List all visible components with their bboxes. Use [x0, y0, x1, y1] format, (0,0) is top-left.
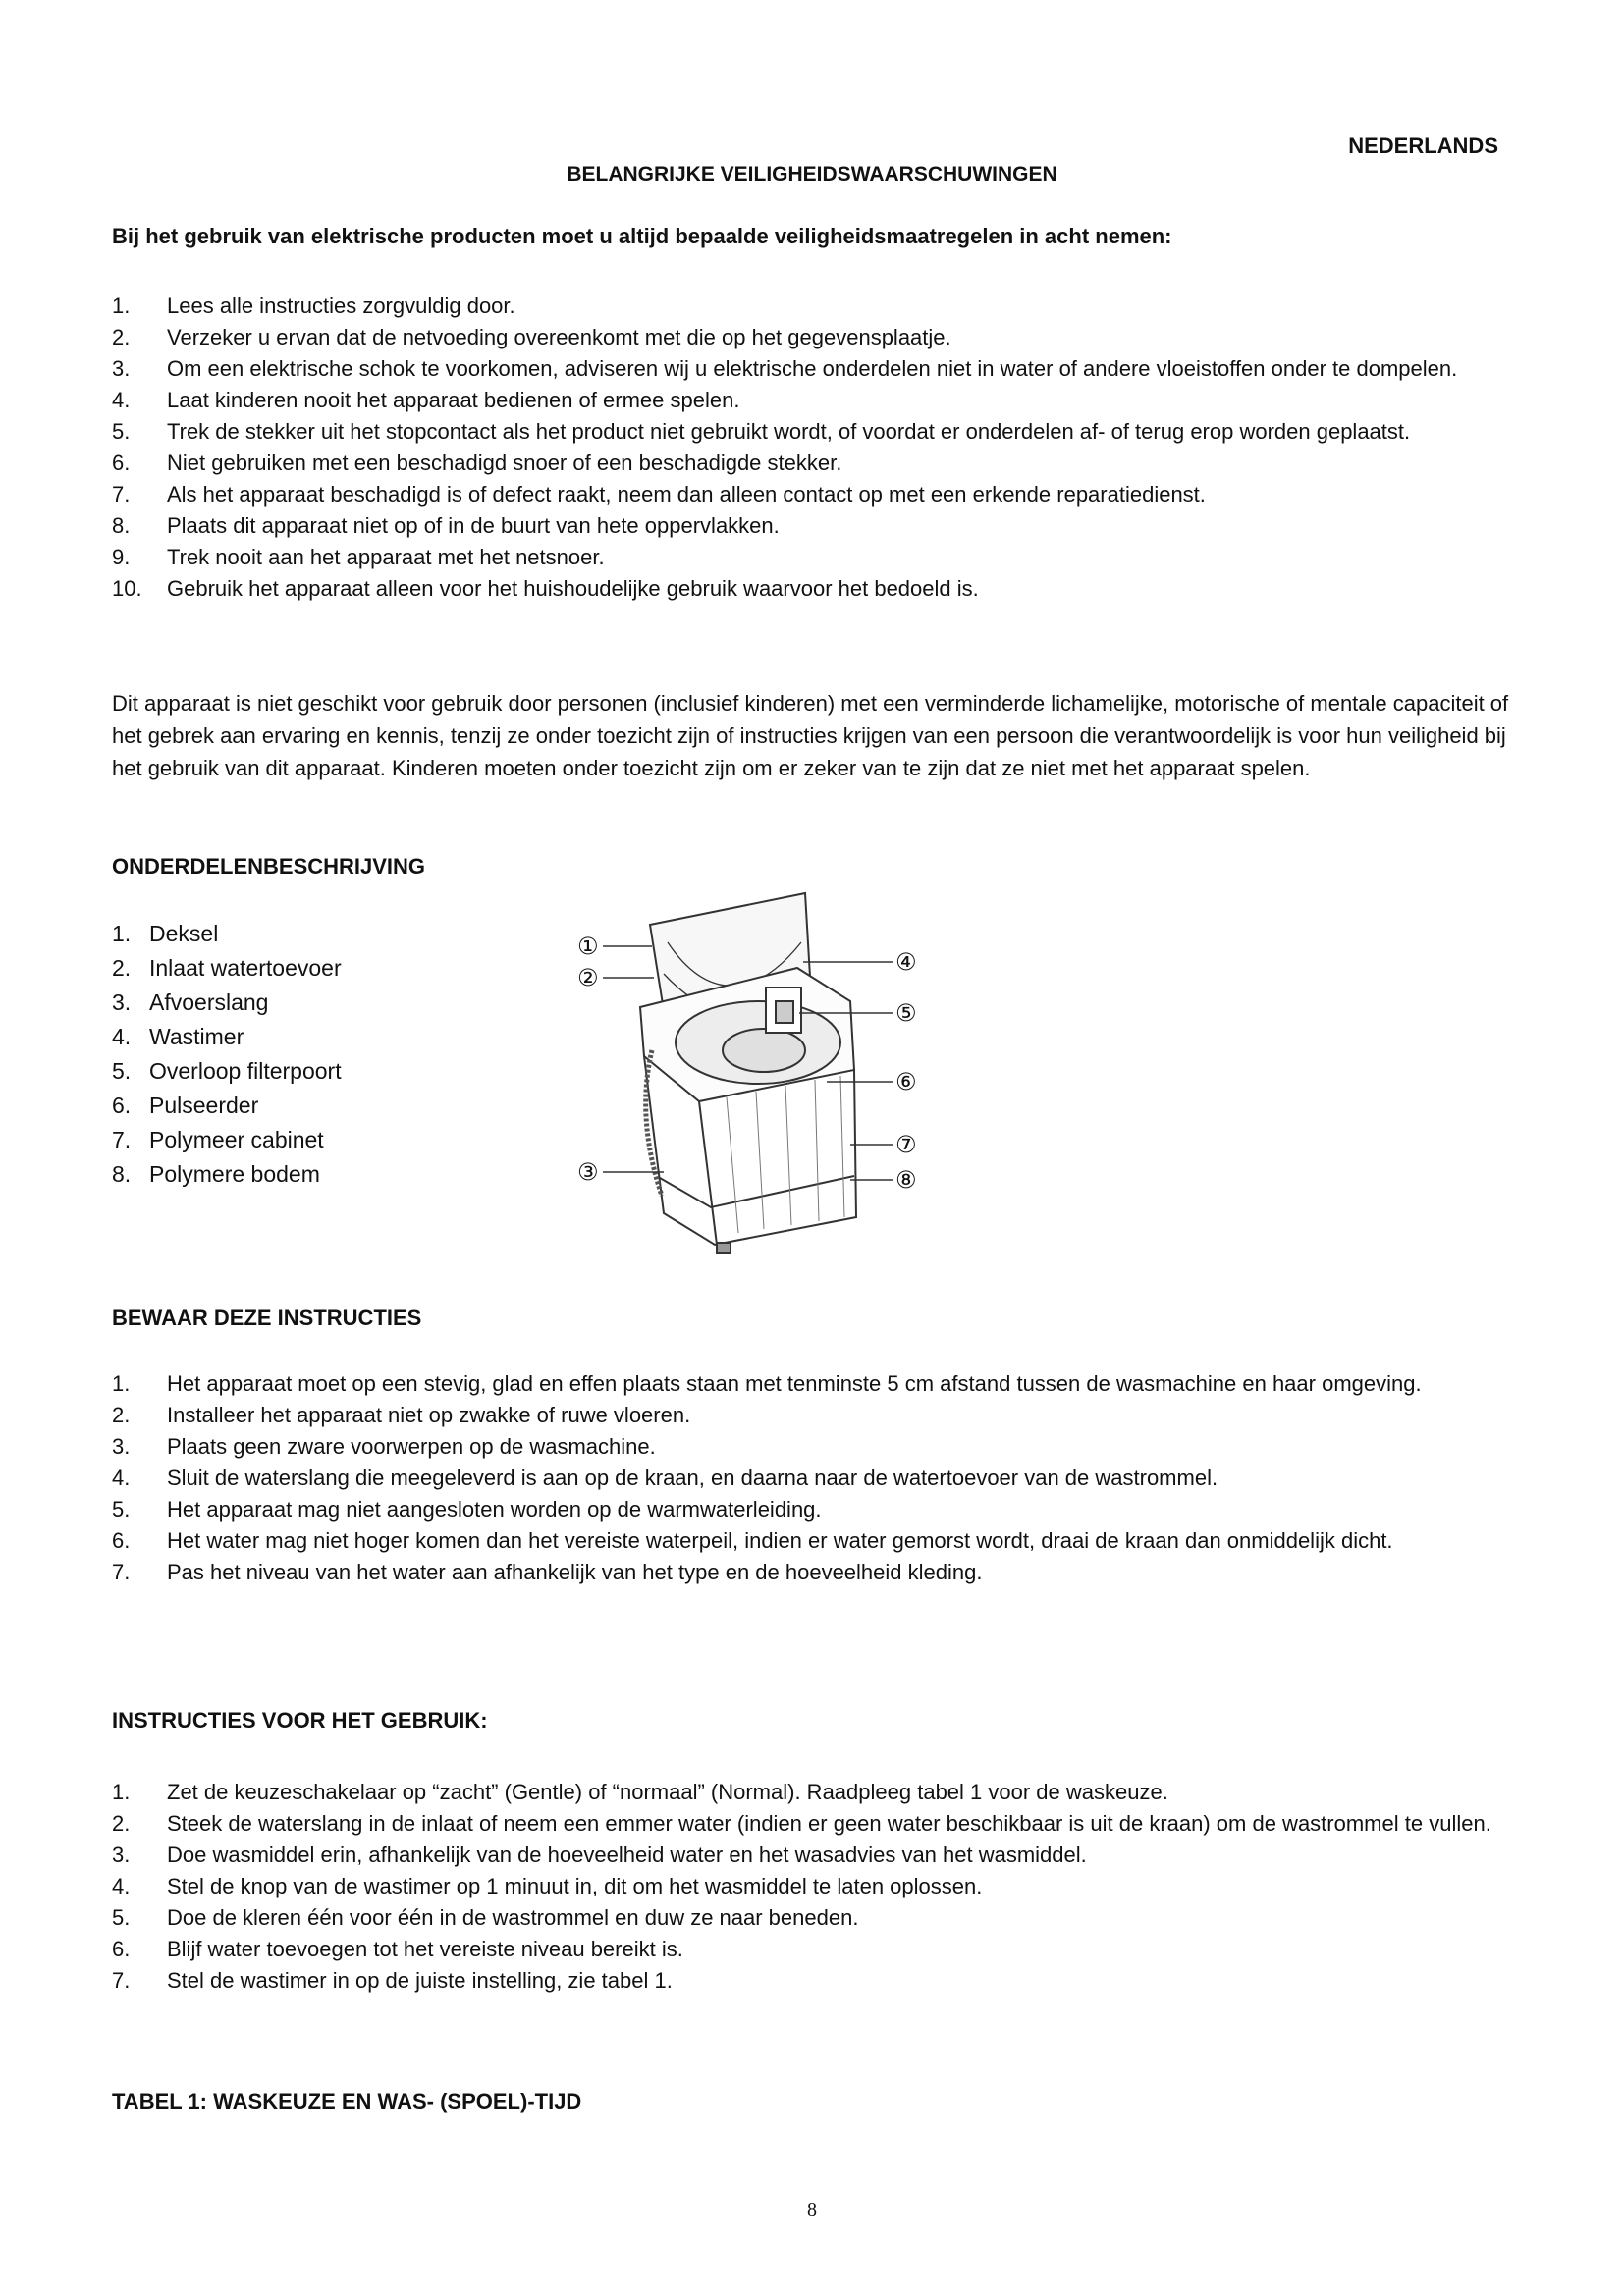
- list-text: Verzeker u ervan dat de netvoeding overeenkomt met die op het gegevensplaatje.: [167, 325, 951, 349]
- list-text: Wastimer: [149, 1024, 244, 1049]
- callout-4: ④: [895, 949, 917, 976]
- keep-item: [112, 1525, 1514, 1557]
- list-number: 6.: [112, 1937, 131, 1961]
- usage-list: [112, 1777, 1514, 1997]
- list-number: 2.: [112, 1403, 131, 1427]
- list-text: Stel de wastimer in op de juiste instelling, zie tabel 1.: [167, 1968, 673, 1993]
- list-number: 10.: [112, 576, 142, 601]
- list-text: Plaats geen zware voorwerpen op de wasmachine.: [167, 1434, 656, 1459]
- usage-heading: INSTRUCTIES VOOR HET GEBRUIK:: [112, 1708, 488, 1733]
- list-number: 6.: [112, 1093, 132, 1118]
- keep-item: [112, 1494, 1514, 1525]
- list-number: 7.: [112, 1127, 132, 1152]
- list-text: Polymere bodem: [149, 1161, 320, 1187]
- callout-8: ⑧: [895, 1167, 917, 1194]
- safety-intro: Bij het gebruik van elektrische producten moet u altijd bepaalde veiligheidsmaatregelen in acht nemen:: [112, 224, 1172, 248]
- list-number: 2.: [112, 955, 132, 981]
- list-number: 1.: [112, 921, 132, 946]
- list-text: Pas het niveau van het water aan afhankelijk van het type en de hoeveelheid kleding.: [167, 1560, 983, 1584]
- list-number: 6.: [112, 1528, 131, 1553]
- usage-item: [112, 1777, 1514, 1808]
- list-text: Installeer het apparaat niet op zwakke of ruwe vloeren.: [167, 1403, 691, 1427]
- language-label: NEDERLANDS: [1348, 133, 1498, 158]
- list-number: 3.: [112, 1434, 131, 1459]
- list-text: Polymeer cabinet: [149, 1127, 324, 1152]
- list-number: 9.: [112, 545, 131, 569]
- list-number: 7.: [112, 1560, 131, 1584]
- list-number: 1.: [112, 1371, 131, 1396]
- callout-3: ③: [577, 1159, 599, 1186]
- list-number: 4.: [112, 1874, 131, 1898]
- list-number: 5.: [112, 1905, 131, 1930]
- list-text: Trek de stekker uit het stopcontact als het product niet gebruikt wordt, of voordat er onderdelen af- of terug erop worden geplaatst.: [167, 419, 1411, 444]
- list-number: 3.: [112, 356, 131, 381]
- list-number: 1.: [112, 294, 131, 318]
- list-number: 6.: [112, 451, 131, 475]
- safety-paragraph: Dit apparaat is niet geschikt voor gebruik door personen (inclusief kinderen) met een verminderde lichamelijke, motorische of mentale capaciteit of het gebrek aan ervaring en kennis, tenzij ze onder toezicht zijn of instructies krijgen van een persoon die verantwoordelijk is voor hun veiligheid bij het gebruik van dit apparaat. Kinderen moeten onder toezicht zijn om er zeker van te zijn dat ze niet met het apparaat spelen.: [112, 691, 1509, 780]
- list-text: Inlaat watertoevoer: [149, 955, 342, 981]
- usage-item: [112, 1871, 1514, 1902]
- list-text: Doe de kleren één voor één in de wastrommel en duw ze naar beneden.: [167, 1905, 859, 1930]
- page-title: BELANGRIJKE VEILIGHEIDSWAARSCHUWINGEN: [567, 163, 1057, 186]
- list-number: 8.: [112, 1161, 132, 1187]
- list-text: Om een elektrische schok te voorkomen, adviseren wij u elektrische onderdelen niet in water of andere vloeistoffen onder te dompelen.: [167, 356, 1458, 381]
- list-number: 1.: [112, 1780, 131, 1804]
- list-number: 5.: [112, 1058, 132, 1084]
- list-text: Steek de waterslang in de inlaat of neem een emmer water (indien er geen water beschikbaar is uit de kraan) om de wastrommel te vullen.: [167, 1811, 1491, 1836]
- list-text: Stel de knop van de wastimer op 1 minuut in, dit om het wasmiddel te laten oplossen.: [167, 1874, 983, 1898]
- usage-item: [112, 1965, 1514, 1997]
- list-number: 8.: [112, 513, 131, 538]
- parts-heading: ONDERDELENBESCHRIJVING: [112, 854, 426, 879]
- list-text: Zet de keuzeschakelaar op “zacht” (Gentle) of “normaal” (Normal). Raadpleeg tabel 1 voor de waskeuze.: [167, 1780, 1168, 1804]
- list-number: 3.: [112, 1842, 131, 1867]
- usage-item: [112, 1808, 1514, 1840]
- callout-2: ②: [577, 965, 599, 991]
- list-text: Afvoerslang: [149, 989, 269, 1015]
- page-number: 8: [807, 2199, 817, 2220]
- list-text: Het apparaat moet op een stevig, glad en effen plaats staan met tenminste 5 cm afstand tussen de wasmachine en haar omgeving.: [167, 1371, 1422, 1396]
- list-text: Als het apparaat beschadigd is of defect raakt, neem dan alleen contact op met een erkende reparatiedienst.: [167, 482, 1206, 507]
- list-text: Gebruik het apparaat alleen voor het huishoudelijke gebruik waarvoor het bedoeld is.: [167, 576, 979, 601]
- callout-6: ⑥: [895, 1069, 917, 1095]
- keep-list: [112, 1368, 1514, 1588]
- list-number: 5.: [112, 419, 131, 444]
- list-number: 4.: [112, 388, 131, 412]
- keep-heading: BEWAAR DEZE INSTRUCTIES: [112, 1306, 422, 1330]
- list-text: Sluit de waterslang die meegeleverd is aan op de kraan, en daarna naar de watertoevoer van de wastrommel.: [167, 1466, 1218, 1490]
- table-heading: TABEL 1: WASKEUZE EN WAS- (SPOEL)-TIJD: [112, 2089, 582, 2113]
- list-text: Doe wasmiddel erin, afhankelijk van de hoeveelheid water en het wasadvies van het wasmiddel.: [167, 1842, 1087, 1867]
- list-number: 5.: [112, 1497, 131, 1522]
- list-text: Het water mag niet hoger komen dan het vereiste waterpeil, indien er water gemorst wordt, draai de kraan dan onmiddelijk dicht.: [167, 1528, 1393, 1553]
- usage-item: [112, 1902, 1514, 1934]
- list-text: Niet gebruiken met een beschadigd snoer of een beschadigde stekker.: [167, 451, 842, 475]
- keep-item: [112, 1431, 1514, 1463]
- list-number: 2.: [112, 325, 131, 349]
- list-number: 2.: [112, 1811, 131, 1836]
- list-text: Deksel: [149, 921, 219, 946]
- keep-item: [112, 1400, 1514, 1431]
- list-number: 4.: [112, 1024, 132, 1049]
- list-number: 3.: [112, 989, 132, 1015]
- list-number: 7.: [112, 1968, 131, 1993]
- keep-item: [112, 1557, 1514, 1588]
- list-text: Het apparaat mag niet aangesloten worden op de warmwaterleiding.: [167, 1497, 822, 1522]
- usage-item: [112, 1934, 1514, 1965]
- list-text: Lees alle instructies zorgvuldig door.: [167, 294, 515, 318]
- list-text: Blijf water toevoegen tot het vereiste niveau bereikt is.: [167, 1937, 683, 1961]
- keep-item: [112, 1463, 1514, 1494]
- callout-5: ⑤: [895, 1000, 917, 1027]
- callout-1: ①: [577, 934, 599, 960]
- list-text: Pulseerder: [149, 1093, 259, 1118]
- list-number: 7.: [112, 482, 131, 507]
- list-text: Laat kinderen nooit het apparaat bedienen of ermee spelen.: [167, 388, 740, 412]
- keep-item: [112, 1368, 1514, 1400]
- list-text: Overloop filterpoort: [149, 1058, 342, 1084]
- usage-item: [112, 1840, 1514, 1871]
- list-text: Trek nooit aan het apparaat met het netsnoer.: [167, 545, 605, 569]
- list-number: 4.: [112, 1466, 131, 1490]
- callout-7: ⑦: [895, 1132, 917, 1158]
- list-text: Plaats dit apparaat niet op of in de buurt van hete oppervlakken.: [167, 513, 780, 538]
